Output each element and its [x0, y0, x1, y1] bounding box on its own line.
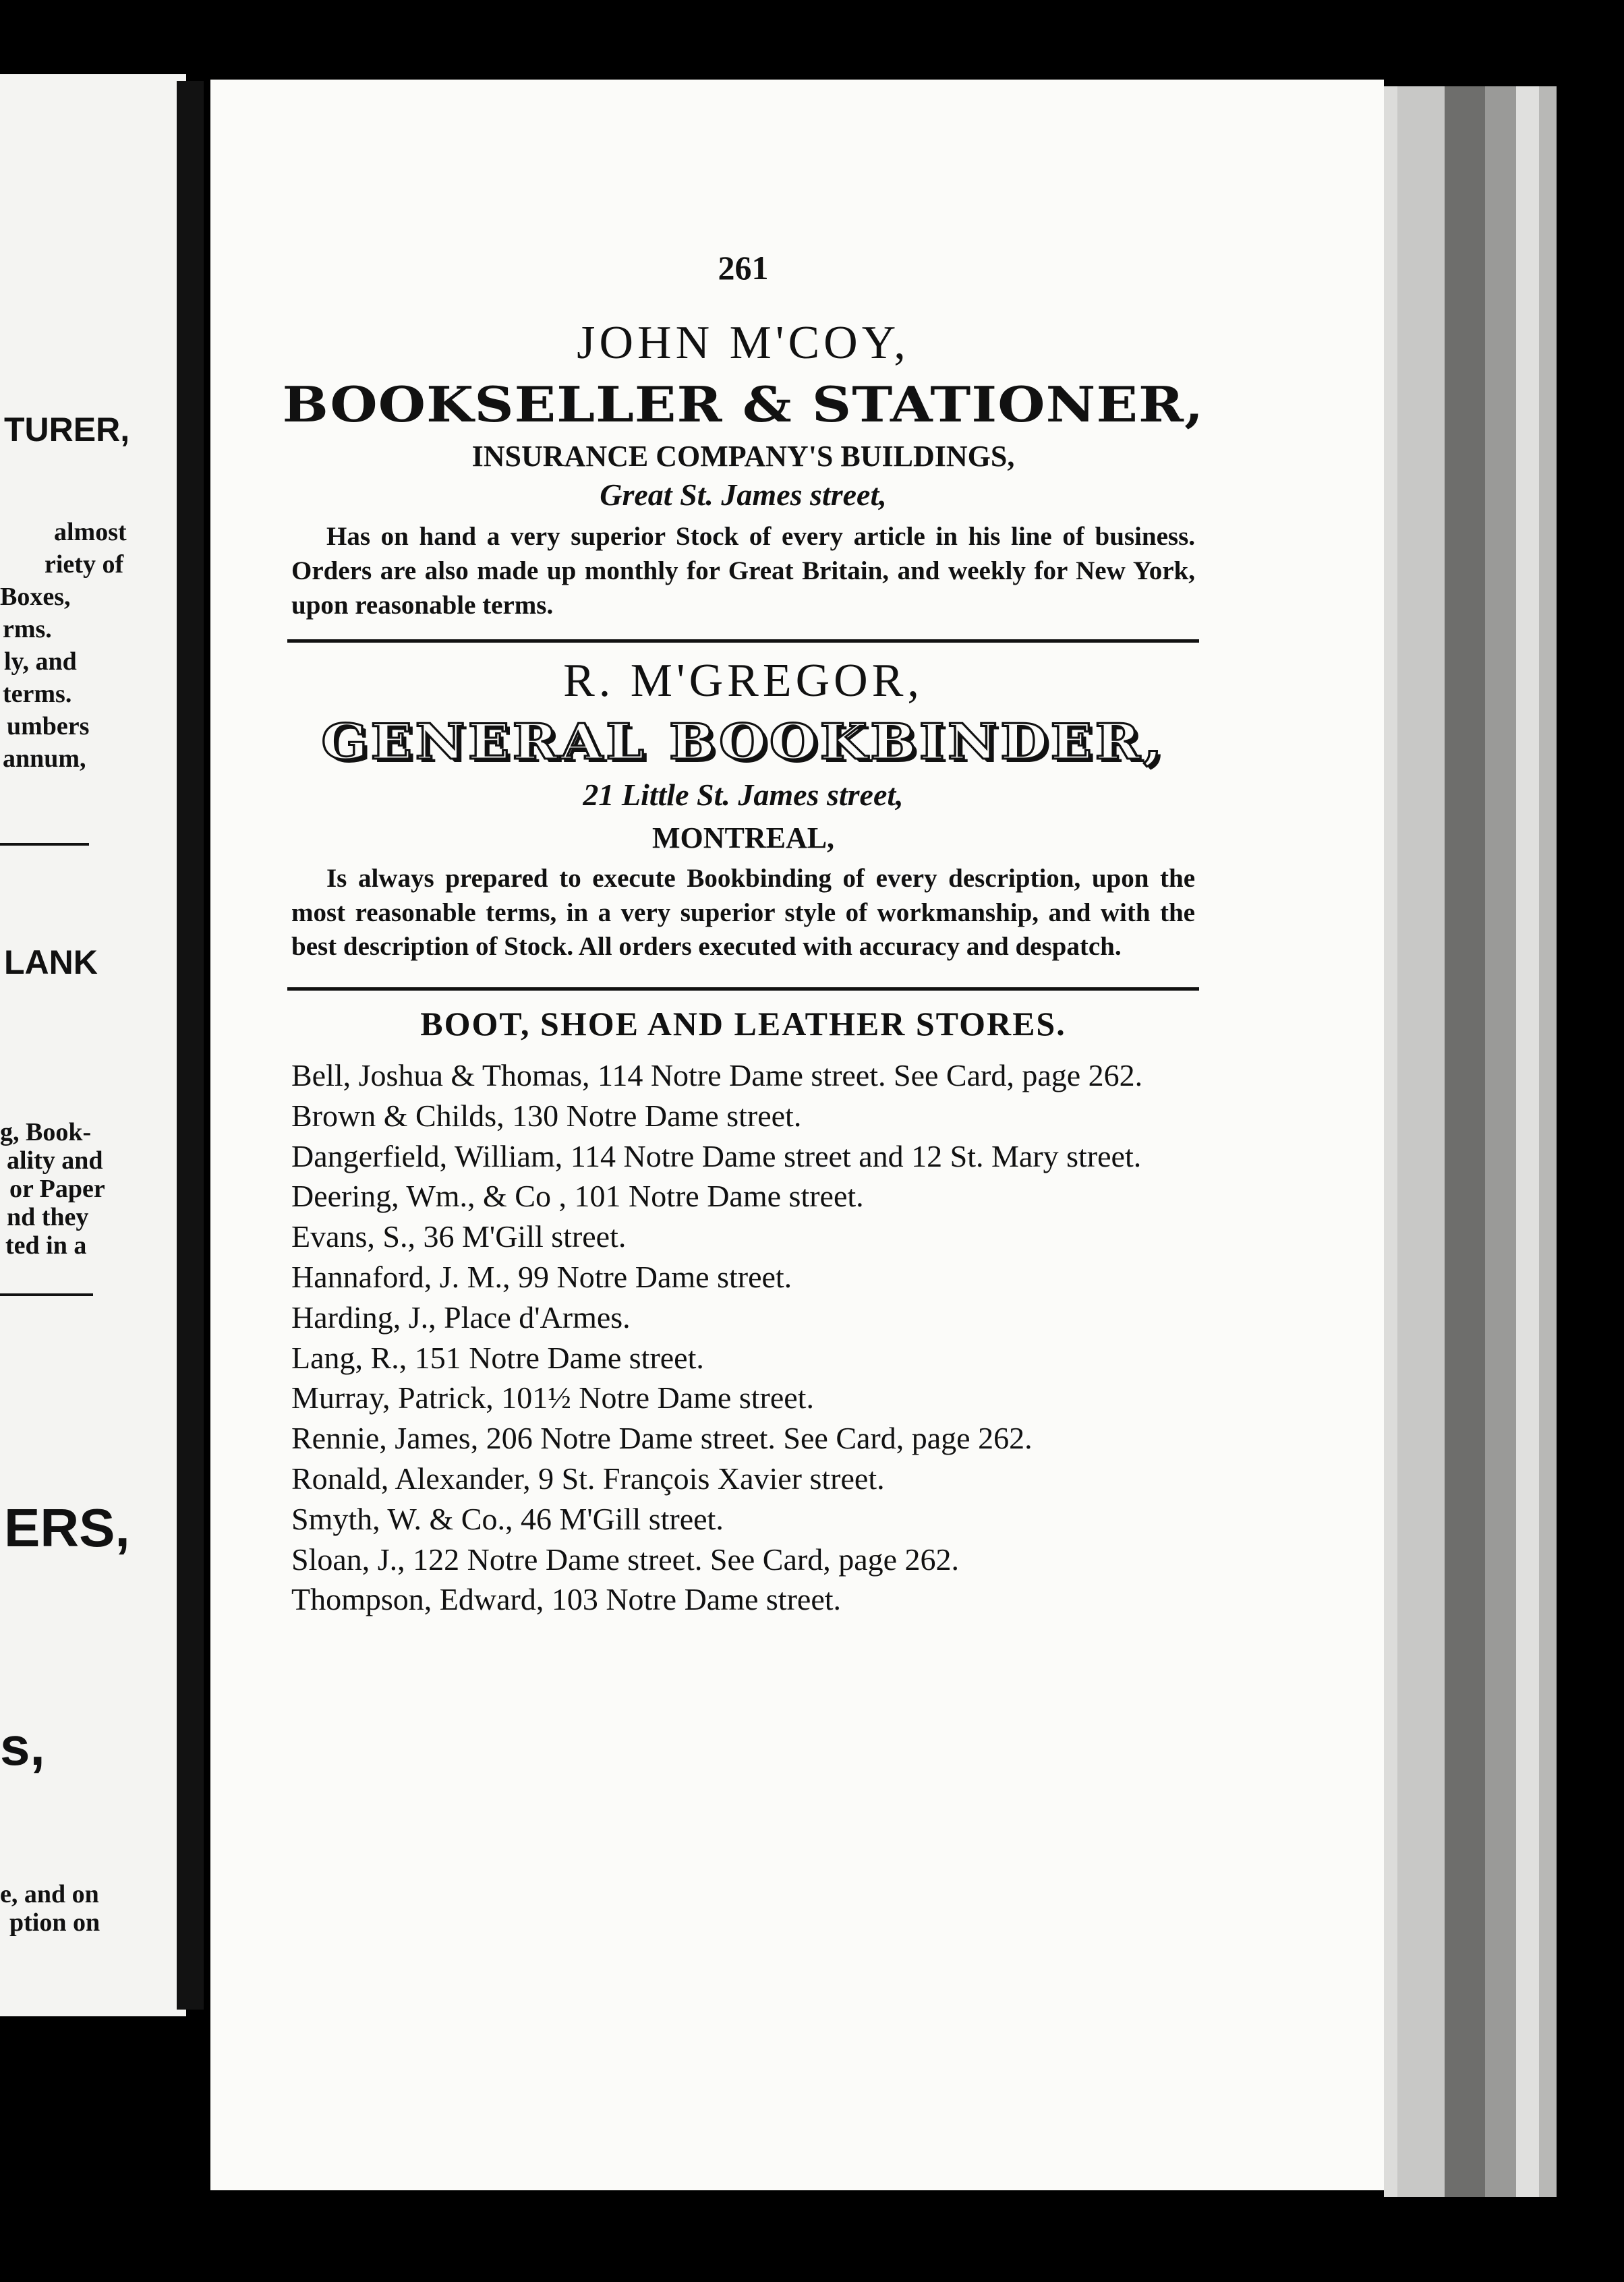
book-gutter: [177, 81, 204, 2010]
left-fragment: terms.: [3, 680, 72, 708]
left-fragment: riety of: [45, 550, 124, 579]
page-number: 261: [718, 249, 769, 287]
directory-entry: Evans, S., 36 M'Gill street.: [291, 1219, 627, 1254]
left-fragment: rms.: [3, 615, 52, 643]
left-fragment: TURER,: [4, 411, 130, 448]
advertisement-text: Is always prepared to execute Bookbinding of every description, upon the most reasonable terms, in a very superior style of workmanship, and with the best description of Stock. All orders executed with accuracy and despatch.: [291, 864, 1195, 962]
left-fragment: almost: [54, 518, 127, 546]
directory-entry: Rennie, James, 206 Notre Dame street. See Card, page 262.: [291, 1421, 1033, 1456]
left-facing-page: [0, 74, 186, 2016]
left-fragment: g, Book-: [0, 1118, 92, 1146]
directory-entry: Lang, R., 151 Notre Dame street.: [291, 1340, 704, 1375]
page-content: [282, 248, 1205, 1620]
advertiser-trade: BOOKSELLER & STATIONER,: [282, 375, 1205, 433]
left-divider: [0, 843, 89, 846]
left-fragment: s,: [0, 1716, 45, 1776]
left-fragment: ted in a: [5, 1231, 87, 1260]
directory-entry: Harding, J., Place d'Armes.: [291, 1299, 631, 1335]
left-fragment: ality and: [7, 1146, 103, 1175]
section-divider: [287, 639, 1199, 643]
advertiser-name: JOHN M'COY,: [577, 317, 910, 369]
advertisement-mccoy: [282, 317, 1205, 623]
directory-entry: Hannaford, J. M., 99 Notre Dame street.: [291, 1260, 792, 1295]
directory-entry: Sloan, J., 122 Notre Dame street. See Card, page 262.: [291, 1542, 960, 1577]
advertiser-trade: GENERAL BOOKBINDER,: [321, 713, 1165, 771]
page-edge: [1485, 86, 1516, 2197]
left-fragment: or Paper: [9, 1175, 105, 1203]
section-heading: BOOT, SHOE AND LEATHER STORES.: [420, 1005, 1066, 1043]
page-edge: [1397, 86, 1445, 2197]
left-divider: [0, 1293, 93, 1296]
directory-entry: Dangerfield, William, 114 Notre Dame street and 12 St. Mary street.: [291, 1138, 1142, 1173]
page-edge: [1384, 86, 1397, 2197]
page-edge: [1539, 86, 1557, 2197]
directory-section: [291, 1004, 1195, 1620]
directory-entry: Murray, Patrick, 101½ Notre Dame street.: [291, 1380, 814, 1415]
left-fragment: e, and on: [0, 1880, 99, 1908]
section-divider: [287, 987, 1199, 991]
left-fragment: nd they: [7, 1203, 89, 1231]
advertiser-name: R. M'GREGOR,: [563, 654, 923, 707]
left-fragment: LANK: [4, 943, 98, 981]
directory-entry: Ronald, Alexander, 9 St. François Xavier street.: [291, 1461, 885, 1496]
advertiser-address: 21 Little St. James street,: [583, 778, 904, 813]
directory-entry: Smyth, W. & Co., 46 M'Gill street.: [291, 1501, 724, 1536]
left-fragment: ERS,: [4, 1498, 130, 1558]
directory-entry: Brown & Childs, 130 Notre Dame street.: [291, 1098, 802, 1133]
left-fragment: Boxes,: [0, 583, 71, 611]
advertisement-text: Has on hand a very superior Stock of every article in his line of business. Orders are also made up monthly for Great Britain, and weekly for New York, upon reasonable terms.: [291, 522, 1195, 620]
advertisement-mcgregor: [291, 656, 1195, 965]
directory-entry: Deering, Wm., & Co , 101 Notre Dame street.: [291, 1179, 864, 1214]
advertiser-city: MONTREAL,: [651, 821, 835, 855]
page-edge: [1516, 86, 1539, 2197]
directory-page: [210, 80, 1384, 2190]
directory-entry: Thompson, Edward, 103 Notre Dame street.: [291, 1582, 842, 1617]
left-fragment: ption on: [9, 1908, 100, 1937]
directory-entry: Bell, Joshua & Thomas, 114 Notre Dame street. See Card, page 262.: [291, 1058, 1143, 1093]
left-fragment: ly, and: [4, 647, 77, 676]
left-fragment: annum,: [3, 744, 86, 773]
advertiser-building: INSURANCE COMPANY'S BUILDINGS,: [471, 439, 1015, 473]
left-fragment: umbers: [7, 712, 90, 740]
advertiser-address: Great St. James street,: [600, 477, 887, 512]
page-edge: [1445, 86, 1485, 2197]
